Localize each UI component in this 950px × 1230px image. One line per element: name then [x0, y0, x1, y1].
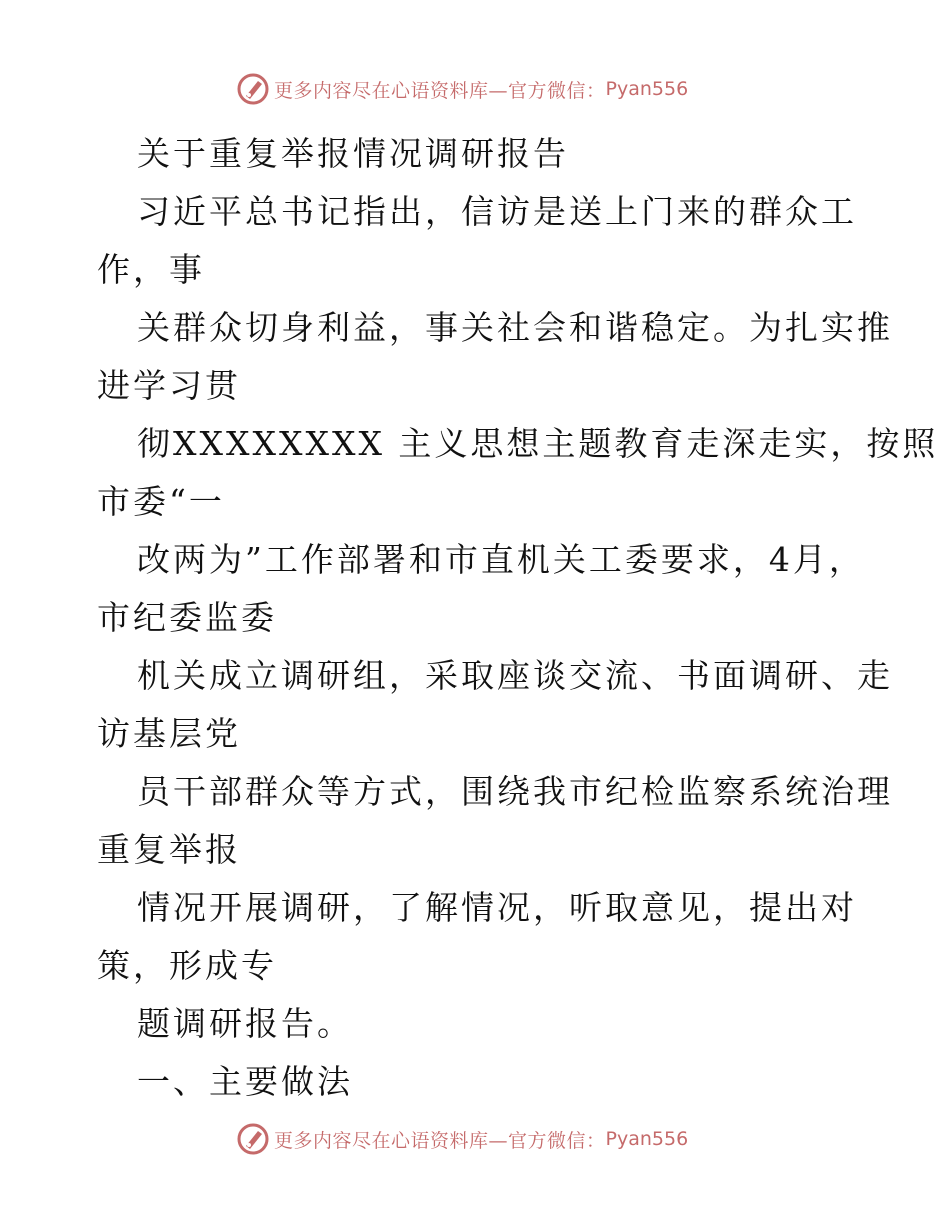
doc-title: 关于重复举报情况调研报告	[137, 134, 569, 173]
text-line: 策，形成专	[97, 946, 277, 985]
text-line: 题调研报告。	[137, 1004, 353, 1043]
text-line: 彻XXXXXXXX 主义思想主题教育走深走实，按照	[137, 424, 939, 463]
text-line: 市纪委监委	[97, 598, 277, 637]
watermark-handle: Pyan556	[605, 78, 689, 100]
header-watermark	[236, 72, 716, 106]
text-line: 进学习贯	[97, 366, 241, 405]
text-line: 机关成立调研组，采取座谈交流、书面调研、走	[137, 656, 893, 695]
watermark-text: 更多内容尽在心语资料库—官方微信：	[274, 79, 606, 102]
text-line: 关群众切身利益，事关社会和谐稳定。为扎实推	[137, 308, 893, 347]
pen-logo-icon	[236, 72, 270, 106]
text-line: 习近平总书记指出，信访是送上门来的群众工	[137, 192, 857, 231]
watermark-handle: Pyan556	[605, 1128, 689, 1150]
watermark-text: 更多内容尽在心语资料库—官方微信：	[274, 1129, 606, 1152]
section-heading: 一、主要做法	[137, 1062, 353, 1101]
text-line: 访基层党	[97, 714, 241, 753]
text-line: 改两为”工作部署和市直机关工委要求，4月，	[137, 540, 865, 579]
document-body	[97, 125, 939, 1111]
text-line: 员干部群众等方式，围绕我市纪检监察系统治理	[137, 772, 893, 811]
footer-watermark	[236, 1122, 716, 1156]
text-line: 情况开展调研，了解情况，听取意见，提出对	[137, 888, 857, 927]
text-line: 作，事	[97, 250, 205, 289]
text-line: 重复举报	[97, 830, 241, 869]
pen-logo-icon	[236, 1122, 270, 1156]
text-line: 市委“一	[97, 482, 225, 521]
